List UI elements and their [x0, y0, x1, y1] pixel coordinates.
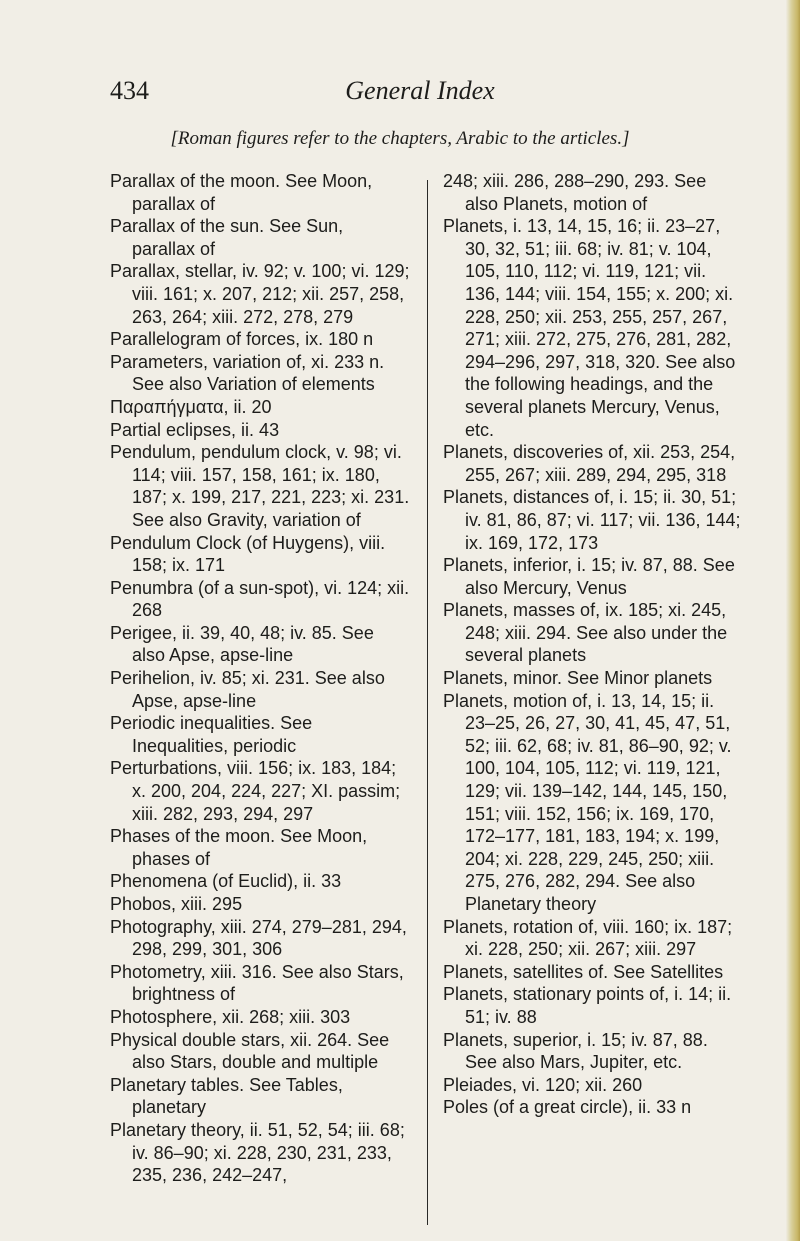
index-entry: Planetary tables. See Tables, planetary: [110, 1074, 343, 1118]
index-entry: Parallax, stellar, iv. 92; v. 100; vi. 129; viii. 161; x. 207, 212; xii. 257, 258, 263, 264; xiii. 272, 278, 279: [110, 261, 410, 327]
index-entry: Parallax of the moon. See Moon, parallax of: [110, 171, 373, 214]
index-entry: Penumbra (of a sun-spot), vi. 124; xii. 268: [110, 577, 410, 621]
running-title: General Index: [345, 76, 495, 105]
index-entry: Phases of the moon. See Moon, phases of: [110, 826, 368, 869]
index-entry: Pleiades, vi. 120; xii. 260: [443, 1074, 643, 1095]
index-entry: Poles (of a great circle), ii. 33 n: [443, 1097, 692, 1118]
page-edge: [786, 0, 800, 1241]
index-entry: Photography, xiii. 274, 279–281, 294, 298, 299, 301, 306: [110, 916, 407, 960]
index-entry: Planets, motion of, i. 13, 14, 15; ii. 23–25, 26, 27, 30, 41, 45, 47, 51, 52; iii. 62, 68; iv. 81, 86–90, 92; v. 100, 104, 105, 112; vi. 119, 121, 129; vii. 139–142, 144, 145, 150, 151; viii. 152, 156; ix. 169, 170, 172–177, 181, 183, 194; x. 199, 204; xi. 228, 229, 245, 250; xiii. 275, 276, 282, 294. See also Planetary theory: [443, 690, 732, 914]
index-entry: Physical double stars, xii. 264. See also Stars, double and multiple: [110, 1029, 390, 1073]
index-entry: Planets, satellites of. See Satellites: [443, 961, 724, 982]
index-entry: Parameters, variation of, xi. 233 n. See also Variation of elements: [110, 351, 385, 395]
index-entry: Partial eclipses, ii. 43: [110, 419, 280, 440]
index-entry: Planets, superior, i. 15; iv. 87, 88. See also Mars, Jupiter, etc.: [443, 1029, 708, 1073]
index-entry: Planets, distances of, i. 15; ii. 30, 51; iv. 81, 86, 87; vi. 117; vii. 136, 144; ix. 169, 172, 173: [443, 487, 741, 553]
index-entry: Planets, minor. See Minor planets: [443, 668, 713, 689]
index-entry: Planets, discoveries of, xii. 253, 254, 255, 267; xiii. 289, 294, 295, 318: [443, 442, 736, 485]
index-entry: Pendulum Clock (of Huygens), viii. 158; ix. 171: [110, 532, 386, 576]
page-header: [110, 76, 730, 116]
index-entry: Planets, inferior, i. 15; iv. 87, 88. See also Mercury, Venus: [443, 555, 735, 598]
index-entry: Planetary theory, ii. 51, 52, 54; iii. 68; iv. 86–90; xi. 228, 230, 231, 233, 235, 236, 242–247,: [110, 1119, 405, 1186]
index-entry: Planets, i. 13, 14, 15, 16; ii. 23–27, 30, 32, 51; iii. 68; iv. 81; v. 104, 105, 110, 112; vi. 119, 121; vii. 136, 144; viii. 154, 155; x. 200; xi. 228, 250; xii. 253, 255, 257, 267, 271; xiii. 272, 275, 276, 281, 282, 294–296, 297, 318, 320. See also the following headings, and the several planets Mercury, Venus, etc.: [443, 216, 736, 440]
index-entry: Pendulum, pendulum clock, v. 98; vi. 114; viii. 157, 158, 161; ix. 180, 187; x. 199, 217, 221, 223; xi. 231. See also Gravity, variation of: [110, 442, 410, 530]
index-entry: Parallelogram of forces, ix. 180 n: [110, 329, 374, 350]
index-entry: Perihelion, iv. 85; xi. 231. See also Apse, apse-line: [110, 668, 385, 711]
index-entry: Planets, masses of, ix. 185; xi. 245, 248; xiii. 294. See also under the several planets: [443, 600, 728, 666]
index-entry: Photosphere, xii. 268; xiii. 303: [110, 1006, 351, 1027]
index-entry: 248; xiii. 286, 288–290, 293. See also Planets, motion of: [443, 171, 707, 214]
index-entry: Perturbations, viii. 156; ix. 183, 184; x. 200, 204, 224, 227; XI. passim; xiii. 282, 293, 294, 297: [110, 758, 401, 824]
left-column: [110, 170, 410, 1187]
index-entry: Planets, stationary points of, i. 14; ii. 51; iv. 88: [443, 984, 732, 1027]
index-entry: Periodic inequalities. See Inequalities, periodic: [110, 713, 313, 756]
index-entry: Photometry, xiii. 316. See also Stars, brightness of: [110, 961, 404, 1005]
index-entry: Perigee, ii. 39, 40, 48; iv. 85. See also Apse, apse-line: [110, 622, 374, 666]
index-entry: Phenomena (of Euclid), ii. 33: [110, 871, 342, 892]
index-entry: Phobos, xiii. 295: [110, 894, 243, 914]
index-entry: Planets, rotation of, viii. 160; ix. 187; xi. 228, 250; xii. 267; xiii. 297: [443, 916, 733, 960]
index-note: [Roman figures refer to the chapters, Arabic to the articles.]: [170, 128, 630, 149]
index-entry: Παραπήγματα, ii. 20: [110, 396, 272, 417]
right-column: [443, 170, 743, 1119]
column-divider: [427, 180, 428, 1225]
index-entry: Parallax of the sun. See Sun, parallax of: [110, 216, 344, 259]
page-number: 434: [110, 76, 149, 105]
